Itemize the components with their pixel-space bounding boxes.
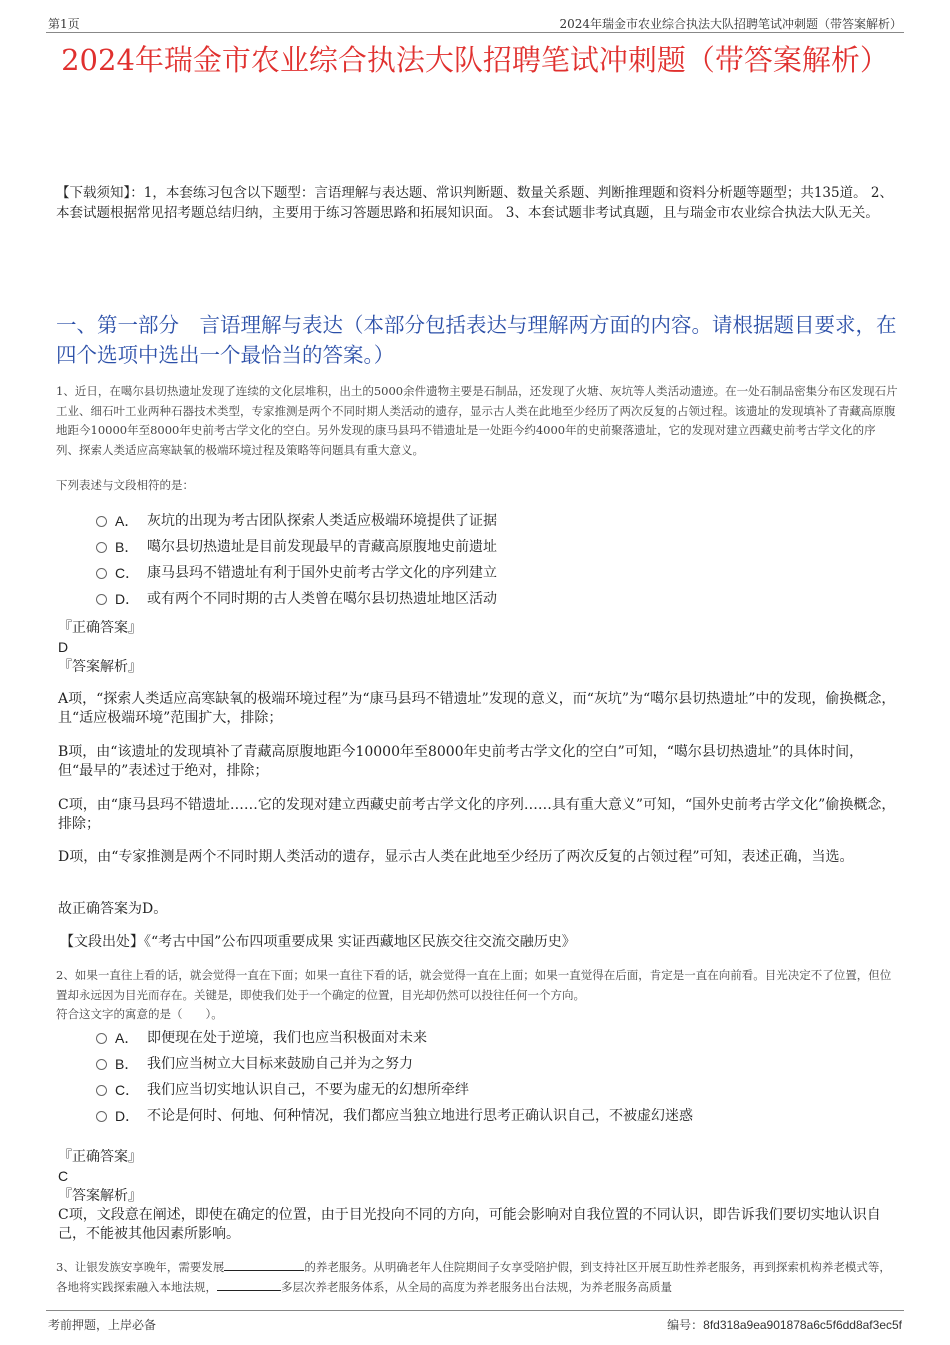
header-doc-title: 2024年瑞金市农业综合执法大队招聘笔试冲刺题（带答案解析） — [559, 17, 902, 31]
fill-blank-2[interactable] — [217, 1278, 281, 1291]
q2-option-d[interactable]: D． 不论是何时、何地、何种情况，我们都应当独立地进行思考正确认识自己，不被虚幻迷惑 — [96, 1103, 876, 1129]
radio-icon[interactable] — [96, 516, 107, 527]
q1-option-c[interactable]: C． 康马县玛不错遗址有利于国外史前考古学文化的序列建立 — [96, 560, 876, 586]
fill-blank-1[interactable] — [224, 1258, 304, 1271]
q1-answer: D — [58, 639, 69, 655]
download-notice: 【下载须知】：1，本套练习包含以下题型：言语理解与表达题、常识判断题、数量关系题、判断推理题和资料分析题等题型；共135道。 2、本套试题根据常见招考题总结归纳，主要用于练习答题思路和拓展知识面。 3、本套试题非考试真题，且与瑞金市农业综合执法大队无关。 — [56, 185, 893, 221]
section-title: 一、第一部分 言语理解与表达（本部分包括表达与理解两方面的内容。请根据题目要求，在四个选项中选出一个最恰当的答案。） — [56, 313, 897, 367]
document-title: 2024年瑞金市农业综合执法大队招聘笔试冲刺题（带答案解析） — [61, 43, 889, 77]
radio-icon[interactable] — [96, 594, 107, 605]
radio-icon[interactable] — [96, 1085, 107, 1096]
q1-analysis-d: D项，由“专家推测是两个不同时期人类活动的遗存，显示古人类在此地至少经历了两次反复的占领过程”可知，表述正确，当选。 — [58, 849, 854, 865]
footer-slogan: 考前押题，上岸必备 — [48, 1318, 157, 1332]
q1-stem: 1、近日，在噶尔县切热遗址发现了连续的文化层堆积，出土的5000余件遗物主要是石制品，还发现了火塘、灰坑等人类活动遗迹。在一处石制品密集分布区发现石片工业、细石叶工业两种石器技术类型，专家推测是两个不同时期人类活动的遗存，显示古人类在此地至少经历了两次反复的占领过程。该遗址的发现填补了青藏高原腹地距今10000年至8000年史前考古学文化的空白。另外发现的康马县玛不错遗址是一处距今约4000年的史前聚落遗址，它的发现对建立西藏史前考古学文化的序列、探索人类适应高寒缺氧的极端环境过程及策略等问题具有重大意义。 — [56, 384, 898, 457]
page-header — [46, 12, 904, 33]
q2-answer: C — [58, 1168, 69, 1184]
page-footer — [46, 1310, 904, 1333]
q1-analysis-a: A项，“探索人类适应高寒缺氧的极端环境过程”为“康马县玛不错遗址”发现的意义，而“灰坑”为“噶尔县切热遗址”中的发现，偷换概念，且“适应极端环境”范围扩大，排除； — [58, 691, 896, 726]
q2-prompt: 符合这文字的寓意的是（ ）。 — [56, 1007, 223, 1021]
q1-analysis-c: C项，由“康马县玛不错遗址……它的发现对建立西藏史前考古学文化的序列……具有重大意义”可知，“国外史前考古学文化”偷换概念，排除； — [58, 797, 896, 832]
q2-option-c[interactable]: C． 我们应当切实地认识自己，不要为虚无的幻想所牵绊 — [96, 1077, 876, 1103]
q1-option-b[interactable]: B． 噶尔县切热遗址是目前发现最早的青藏高原腹地史前遗址 — [96, 534, 876, 560]
q2-answer-label: 『正确答案』 — [58, 1149, 142, 1165]
radio-icon[interactable] — [96, 1111, 107, 1122]
q2-option-a[interactable]: A． 即便现在处于逆境，我们也应当积极面对未来 — [96, 1025, 876, 1051]
radio-icon[interactable] — [96, 568, 107, 579]
q1-analysis-label: 『答案解析』 — [58, 659, 142, 675]
q1-source: 【文段出处】《“考古中国”公布四项重要成果 实证西藏地区民族交往交流交融历史》 — [60, 934, 576, 950]
q2-option-b[interactable]: B． 我们应当树立大目标来鼓励自己并为之努力 — [96, 1051, 876, 1077]
q1-conclusion: 故正确答案为D。 — [58, 901, 168, 917]
q1-prompt: 下列表述与文段相符的是： — [56, 478, 194, 492]
q3-stem: 3、让银发族安享晚年，需要发展 的养老服务。从明确老年人住院期间子女享受陪护假，到支持社区开展互助性养老服务，再到探索机构养老模式等，各地将实践探索融入本地法规， 多层次养老服务体系，从全局的高度为养老服务出台法规，为养老服务高质量 — [56, 1260, 891, 1294]
q2-analysis: C项，文段意在阐述，即使在确定的位置，由于目光投向不同的方向，可能会影响对自我位置的不同认识，即告诉我们要切实地认识自己，不能被其他因素所影响。 — [58, 1207, 881, 1242]
radio-icon[interactable] — [96, 1033, 107, 1044]
q1-option-a[interactable]: A． 灰坑的出现为考古团队探索人类适应极端环境提供了证据 — [96, 508, 876, 534]
q2-analysis-label: 『答案解析』 — [58, 1188, 142, 1204]
q1-analysis-b: B项，由“该遗址的发现填补了青藏高原腹地距今10000年至8000年史前考古学文化的空白”可知，“噶尔县切热遗址”的具体时间，但“最早的”表述过于绝对，排除； — [58, 744, 864, 779]
q2-options — [96, 1025, 876, 1129]
q1-answer-label: 『正确答案』 — [58, 620, 142, 636]
radio-icon[interactable] — [96, 542, 107, 553]
q1-options — [96, 508, 876, 612]
page-number: 第1页 — [48, 17, 80, 31]
document-code: 编号：8fd318a9ea901878a6c5f6dd8af3ec5f — [667, 1318, 902, 1332]
radio-icon[interactable] — [96, 1059, 107, 1070]
q2-stem: 2、如果一直往上看的话，就会觉得一直在下面；如果一直往下看的话，就会觉得一直在上面；如果一直觉得在后面，肯定是一直在向前看。目光决定不了位置，但位置却永远因为目光而存在。关键是，即使我们处于一个确定的位置，目光却仍然可以投往任何一个方向。 — [56, 968, 892, 1002]
q1-option-d[interactable]: D． 或有两个不同时期的古人类曾在噶尔县切热遗址地区活动 — [96, 586, 876, 612]
